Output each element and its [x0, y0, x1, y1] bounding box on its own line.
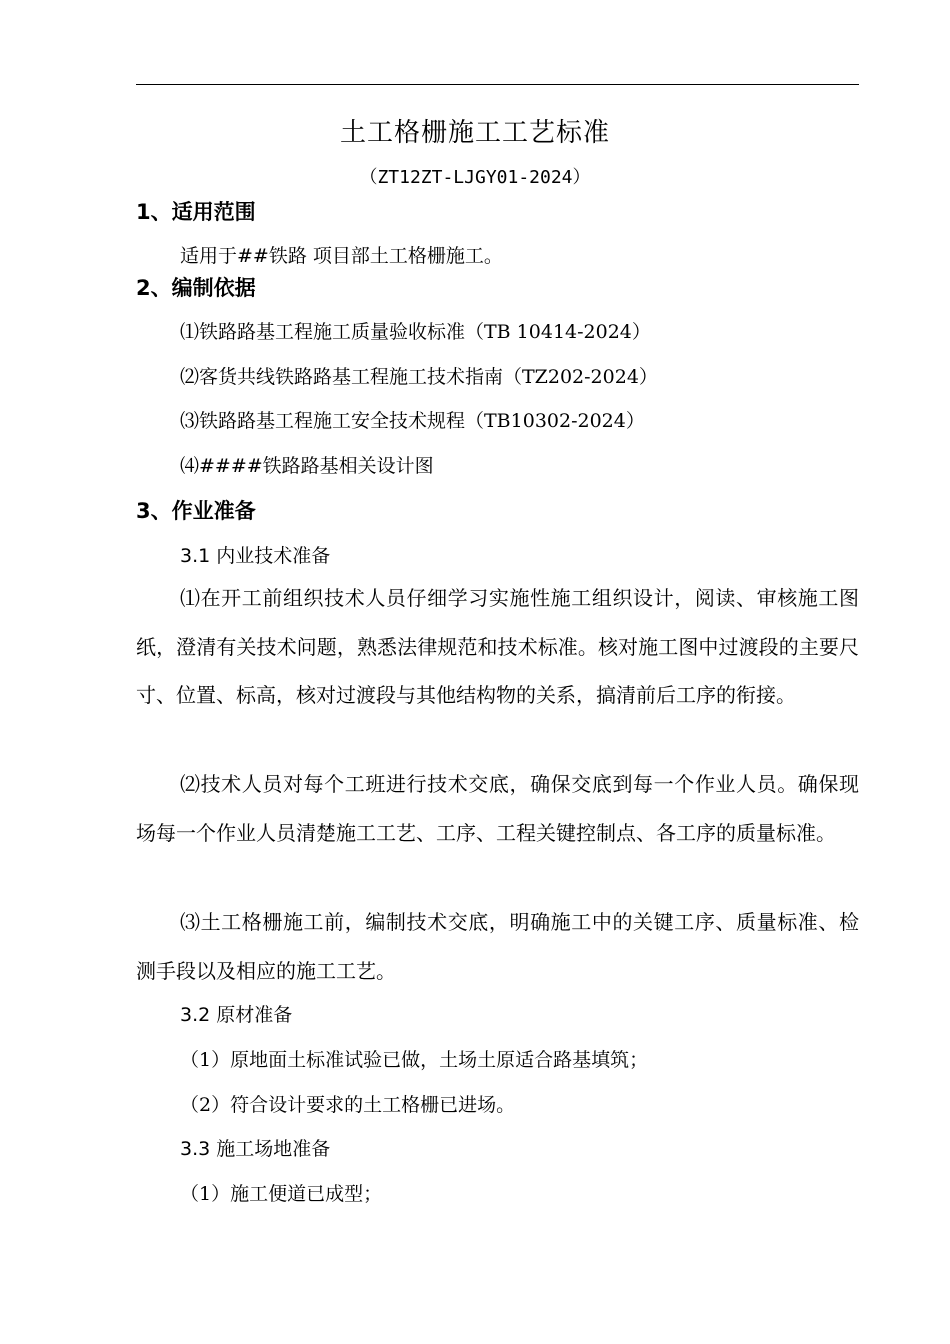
reference-item: ⑷####铁路路基相关设计图 — [180, 455, 434, 477]
section-2-heading: 2、编制依据 — [136, 276, 256, 300]
document-code: （ZT12ZT-LJGY01-2024） — [359, 167, 591, 188]
list-item: （2）符合设计要求的土工格栅已进场。 — [180, 1094, 516, 1116]
subsection-3-1-heading: 3.1 内业技术准备 — [180, 545, 331, 567]
subsection-3-3-heading: 3.3 施工场地准备 — [180, 1138, 331, 1160]
header-rule — [136, 84, 859, 85]
reference-item: ⑴铁路路基工程施工质量验收标准（TB 10414-2024） — [180, 321, 651, 343]
list-item: （1）原地面土标准试验已做，土场土原适合路基填筑； — [180, 1049, 649, 1071]
list-item: （1）施工便道已成型； — [180, 1183, 383, 1205]
paragraph: ⑴在开工前组织技术人员仔细学习实施性施工组织设计，阅读、审核施工图纸，澄清有关技术问题，熟悉法律规范和技术标准。核对施工图中过渡段的主要尺寸、位置、标高，核对过渡段与其他结构物的关系，搞清前后工序的衔接。 — [136, 586, 859, 707]
reference-item: ⑵客货共线铁路路基工程施工技术指南（TZ202-2024） — [180, 366, 658, 388]
section-1-text: 适用于##铁路 项目部土工格栅施工。 — [180, 245, 503, 267]
reference-item: ⑶铁路路基工程施工安全技术规程（TB10302-2024） — [180, 410, 645, 432]
paragraph: ⑵技术人员对每个工班进行技术交底，确保交底到每一个作业人员。确保现场每一个作业人员清楚施工工艺、工序、工程关键控制点、各工序的质量标准。 — [136, 772, 859, 845]
section-1-heading: 1、适用范围 — [136, 200, 256, 224]
subsection-3-2-heading: 3.2 原材准备 — [180, 1004, 293, 1026]
document-title: 土工格栅施工工艺标准 — [339, 118, 610, 148]
paragraph: ⑶土工格栅施工前，编制技术交底，明确施工中的关键工序、质量标准、检测手段以及相应的施工工艺。 — [136, 910, 859, 983]
section-3-heading: 3、作业准备 — [136, 499, 256, 523]
